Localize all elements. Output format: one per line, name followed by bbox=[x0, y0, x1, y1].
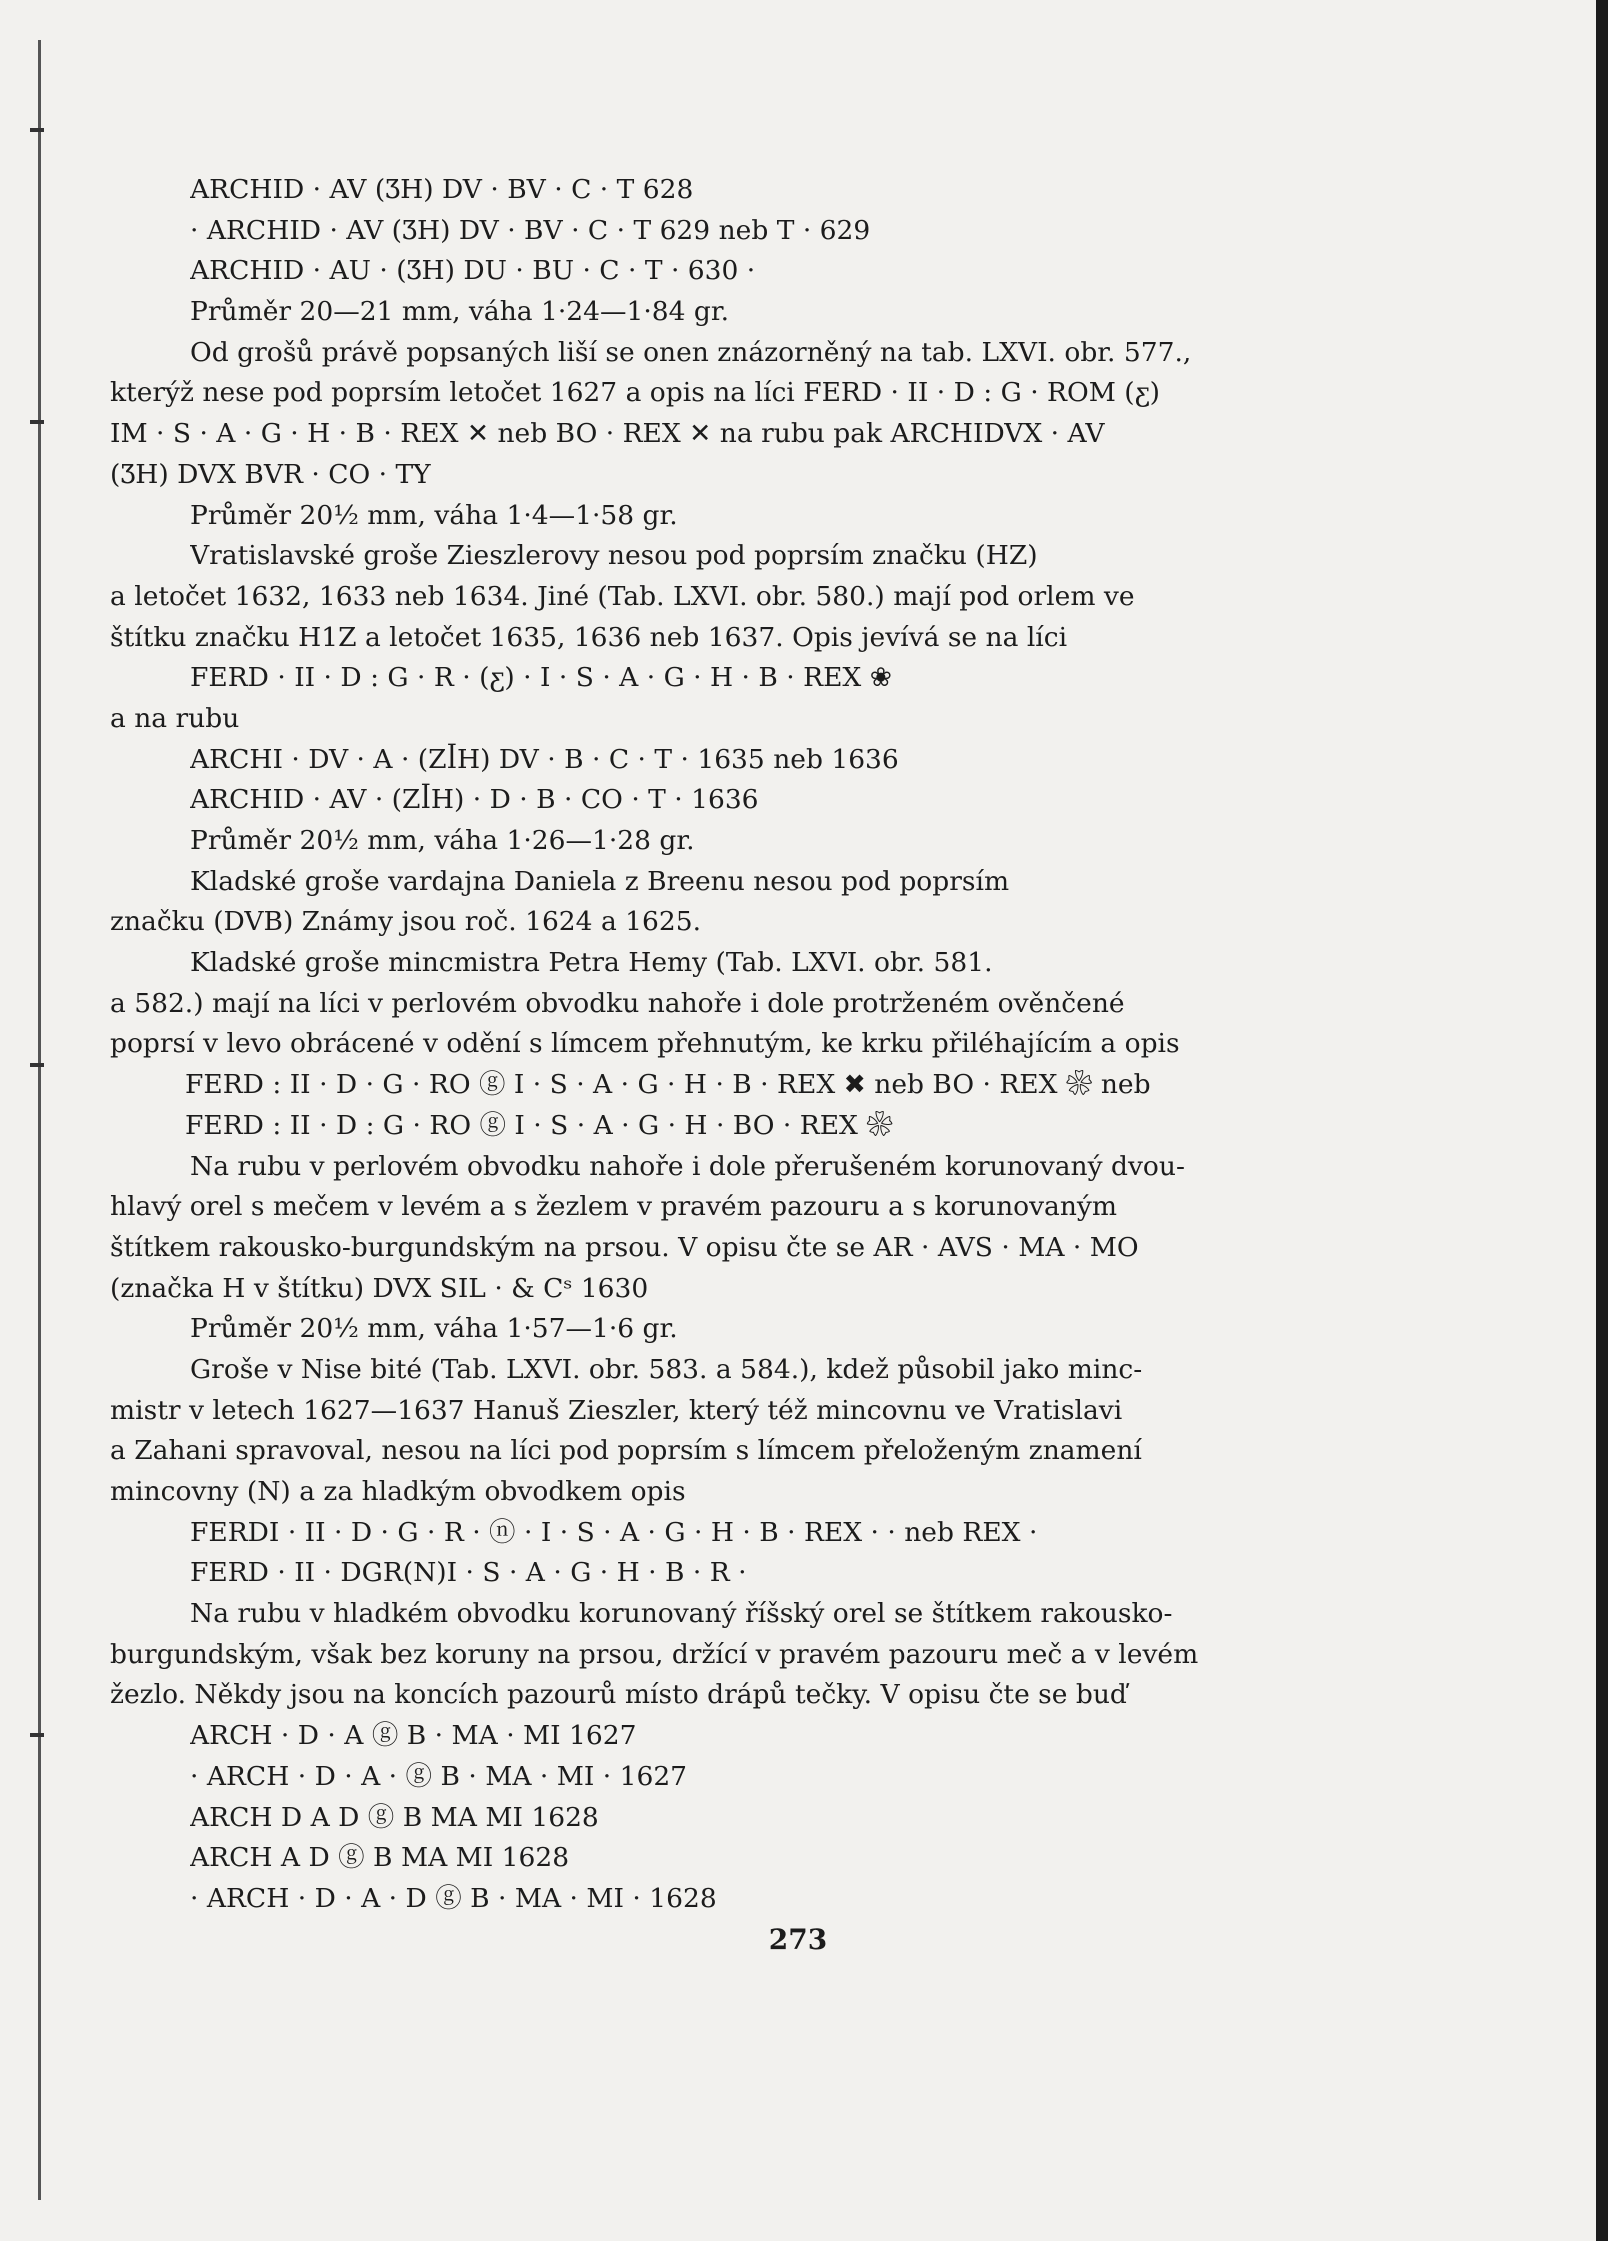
text-line: ARCHID · AV · (ZꟾH) · D · B · CO · T · 1636 bbox=[190, 784, 759, 816]
binding-mark bbox=[30, 128, 44, 132]
text-line: ARCHID · AU · (ƷH) DU · BU · C · T · 630 · bbox=[190, 255, 756, 287]
text-line: Vratislavské groše Zieszlerovy nesou pod poprsím značku (HZ) bbox=[190, 540, 1038, 572]
text-line: Groše v Nise bité (Tab. LXVI. obr. 583. a 584.), kdež působil jako minc- bbox=[190, 1353, 1143, 1385]
text-line: (ƷH) DVX BVR · CO · TY bbox=[110, 458, 431, 490]
text-line: ARCH · D · A ⓖ B · MA · MI 1627 bbox=[190, 1720, 637, 1752]
text-line: mistr v letech 1627—1637 Hanuš Zieszler, který též mincovnu ve Vratislavi bbox=[110, 1394, 1123, 1426]
text-line: FERD : II · D · G · RO ⓖ I · S · A · G · H · B · REX ✖ neb BO · REX ❀ neb bbox=[185, 1069, 1151, 1101]
text-line: ARCHI · DV · A · (ZꟾH) DV · B · C · T · 1635 neb 1636 bbox=[190, 743, 899, 775]
binding-mark bbox=[30, 1733, 44, 1737]
text-line: mincovny (N) a za hladkým obvodkem opis bbox=[110, 1476, 686, 1507]
text-line: FERD : II · D : G · RO ⓖ I · S · A · G · H · BO · REX ❀ bbox=[185, 1109, 893, 1141]
text-line: Kladské groše vardajna Daniela z Breenu nesou pod poprsím bbox=[190, 865, 1010, 897]
text-line: ARCH D A D ⓖ B MA MI 1628 bbox=[190, 1801, 599, 1833]
text-line: a 582.) mají na líci v perlovém obvodku nahoře i dole protrženém ověnčené bbox=[110, 987, 1125, 1019]
text-line: burgundským, však bez koruny na prsou, držící v pravém pazouru meč a v levém bbox=[110, 1638, 1199, 1670]
text-line: štítku značku H1Z a letočet 1635, 1636 neb 1637. Opis jevívá se na líci bbox=[110, 621, 1068, 653]
text-line: FERD · II · D : G · R · (ƹ) · I · S · A · G · H · B · REX ❀ bbox=[190, 662, 892, 694]
text-line: ARCHID · AV (ƷH) DV · BV · C · T 628 bbox=[190, 174, 694, 205]
binding-mark bbox=[30, 1063, 44, 1067]
text-line: Průměr 20½ mm, váha 1·57—1·6 gr. bbox=[190, 1313, 678, 1345]
page-edge bbox=[1596, 0, 1608, 2241]
text-line: a Zahani spravoval, nesou na líci pod poprsím s límcem přeloženým znamení bbox=[110, 1435, 1142, 1467]
text-line: Kladské groše mincmistra Petra Hemy (Tab. LXVI. obr. 581. bbox=[190, 947, 993, 979]
text-line: · ARCH · D · A · ⓖ B · MA · MI · 1627 bbox=[190, 1760, 688, 1792]
text-line: Průměr 20½ mm, váha 1·4—1·58 gr. bbox=[190, 499, 678, 531]
text-line: IM · S · A · G · H · B · REX ✕ neb BO · REX ✕ na rubu pak ARCHIDVX · AV bbox=[110, 418, 1105, 450]
page-text bbox=[110, 170, 1385, 1920]
text-line: a letočet 1632, 1633 neb 1634. Jiné (Tab. LXVI. obr. 580.) mají pod orlem ve bbox=[110, 580, 1135, 612]
text-line: hlavý orel s mečem v levém a s žezlem v pravém pazouru a s korunovaným bbox=[110, 1191, 1118, 1223]
text-line: a na rubu bbox=[110, 702, 240, 734]
text-line: Průměr 20½ mm, váha 1·26—1·28 gr. bbox=[190, 825, 695, 856]
text-line: Na rubu v hladkém obvodku korunovaný říšský orel se štítkem rakousko- bbox=[190, 1598, 1173, 1630]
text-line: Průměr 20—21 mm, váha 1·24—1·84 gr. bbox=[190, 296, 730, 328]
text-line: (značka H v štítku) DVX SIL · & Cˢ 1630 bbox=[110, 1272, 649, 1304]
text-line: kterýž nese pod poprsím letočet 1627 a opis na líci FERD · II · D : G · ROM (ƹ) bbox=[110, 377, 1160, 409]
text-line: FERDI · II · D · G · R · ⓝ · I · S · A · G · H · B · REX · · neb REX · bbox=[190, 1516, 1038, 1548]
text-line: FERD · II · DGR(N)I · S · A · G · H · B · R · bbox=[190, 1557, 747, 1589]
text-line: značku (DVB) Známy jsou roč. 1624 a 1625. bbox=[110, 906, 702, 938]
binding-mark bbox=[30, 420, 44, 424]
text-line: ARCH A D ⓖ B MA MI 1628 bbox=[190, 1842, 570, 1874]
page-number: 273 bbox=[768, 1923, 828, 1956]
text-line: žezlo. Někdy jsou na koncích pazourů místo drápů tečky. V opisu čte se buď bbox=[110, 1679, 1127, 1711]
text-line: Na rubu v perlovém obvodku nahoře i dole přerušeném korunovaný dvou- bbox=[190, 1150, 1185, 1182]
binding-edge bbox=[38, 40, 41, 2200]
text-line: · ARCH · D · A · D ⓖ B · MA · MI · 1628 bbox=[190, 1882, 717, 1914]
text-line: poprsí v levo obrácené v odění s límcem přehnutým, ke krku přiléhajícím a opis bbox=[110, 1028, 1180, 1060]
text-line: Od grošů právě popsaných liší se onen znázorněný na tab. LXVI. obr. 577., bbox=[190, 336, 1192, 368]
text-line: štítkem rakousko-burgundským na prsou. V opisu čte se AR · AVS · MA · MO bbox=[110, 1231, 1139, 1263]
text-line: · ARCHID · AV (ƷH) DV · BV · C · T 629 neb T · 629 bbox=[190, 214, 871, 246]
